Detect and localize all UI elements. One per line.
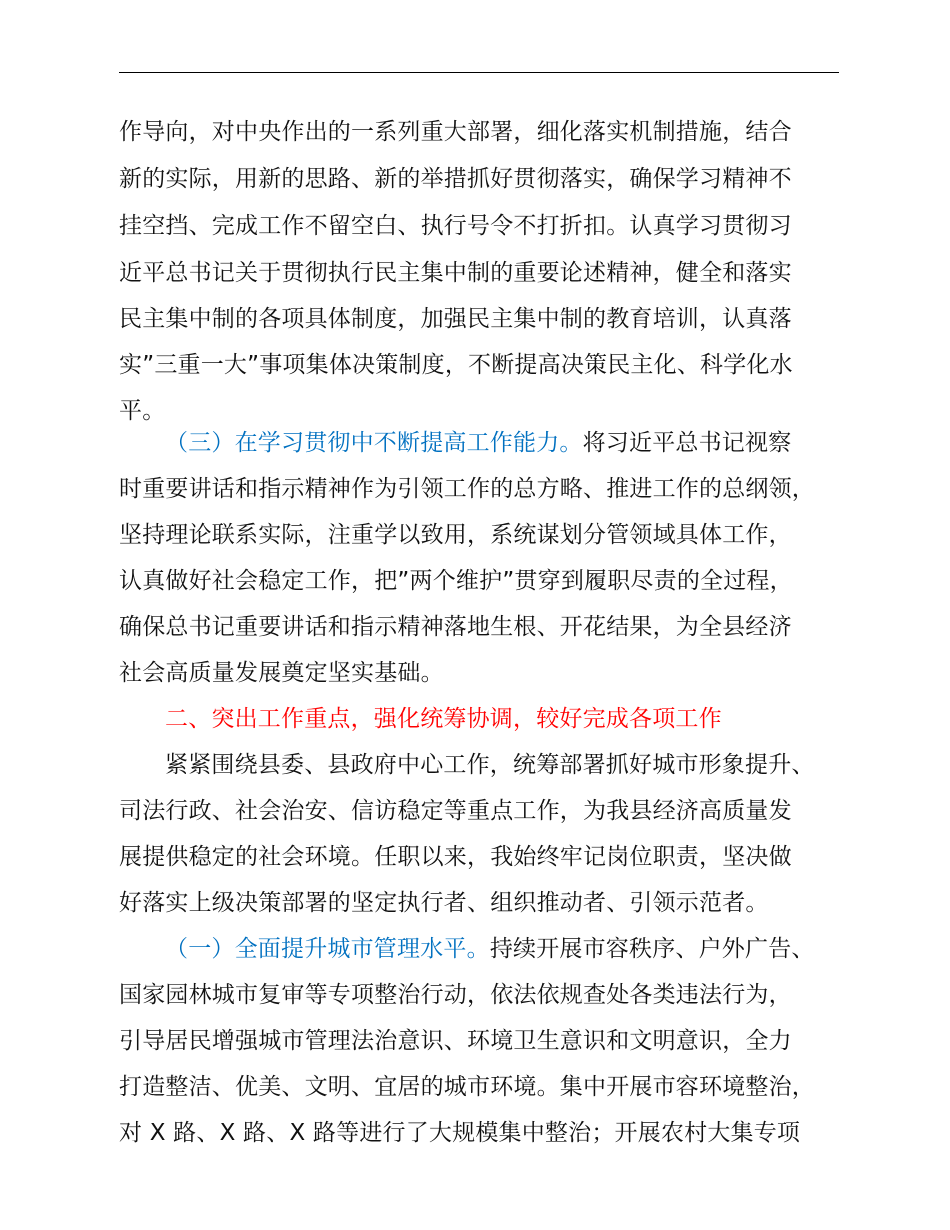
subsection-3-first-line [165,428,791,458]
body-text-line: 好落实上级决策部署的坚定执行者、组织推动者、引领示范者。 [119,890,769,916]
body-text-line: 民主集中制的各项具体制度，加强民主集中制的教育培训，认真落 [119,306,792,332]
subsection-3-text: 将习近平总书记视察 [582,430,792,456]
body-text-line: 时重要讲话和指示精神作为引领工作的总方略、推进工作的总纲领， [119,476,815,502]
subsection-3-heading: （三）在学习贯彻中不断提高工作能力。 [165,430,583,456]
body-text-line: 对 X 路、X 路、X 路等进行了大规模集中整治；开展农村大集专项 [119,1120,801,1146]
body-text-line: 平。 [119,398,166,424]
body-text-line: 打造整洁、优美、文明、宜居的城市环境。集中开展市容环境整治， [119,1074,815,1100]
subsection-1-text: 持续开展市容秩序、户外广告、 [489,936,815,962]
body-text-line: 新的实际，用新的思路、新的举措抓好贯彻落实，确保学习精神不 [119,166,792,192]
body-text-line: 近平总书记关于贯彻执行民主集中制的重要论述精神，健全和落实 [119,260,792,286]
body-text-line: 展提供稳定的社会环境。任职以来，我始终牢记岗位职责，坚决做 [119,844,792,870]
body-text-line: 坚持理论联系实际，注重学以致用，系统谋划分管领域具体工作， [119,522,792,548]
body-text-line: 挂空挡、完成工作不留空白、执行号令不打折扣。认真学习贯彻习 [119,213,792,239]
body-text-line: 实”三重一大”事项集体决策制度，不断提高决策民主化、科学化水 [119,352,793,378]
body-text-line: 司法行政、社会治安、信访稳定等重点工作，为我县经济高质量发 [119,798,792,824]
body-text-line: 引导居民增强城市管理法治意识、环境卫生意识和文明意识，全力 [119,1028,792,1054]
body-text-line: 国家园林城市复审等专项整治行动，依法依规查处各类违法行为， [119,982,792,1008]
body-text-line: 确保总书记重要讲话和指示精神落地生根、开花结果，为全县经济 [119,614,792,640]
subsection-1-heading: （一）全面提升城市管理水平。 [165,936,490,962]
body-text-line: 社会高质量发展奠定坚实基础。 [119,660,444,686]
header-rule [119,72,839,73]
body-text-line: 作导向，对中央作出的一系列重大部署，细化落实机制措施，结合 [119,119,792,145]
section-2-heading: 二、突出工作重点，强化统筹协调，较好完成各项工作 [165,706,722,732]
subsection-1-first-line [165,934,815,964]
body-text-line: 认真做好社会稳定工作，把”两个维护”贯穿到履职尽责的全过程， [119,568,793,594]
body-text-line: 紧紧围绕县委、县政府中心工作，统筹部署抓好城市形象提升、 [165,752,815,778]
